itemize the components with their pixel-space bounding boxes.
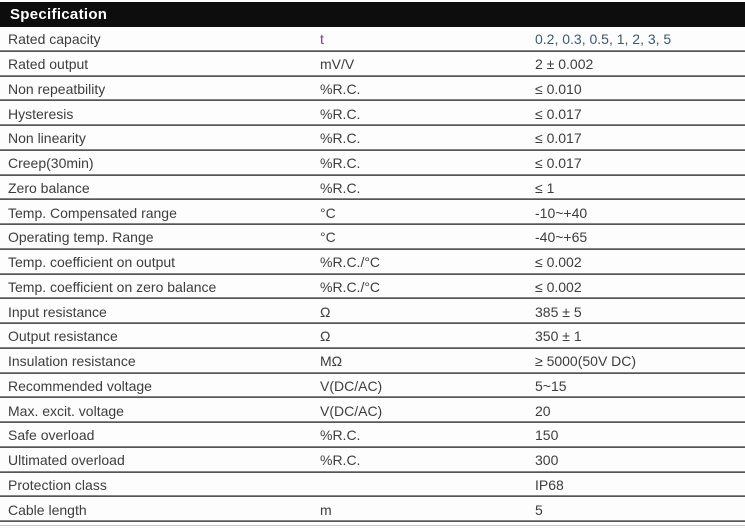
spec-parameter-label: Rated capacity (8, 31, 101, 48)
spec-value: ≤ 1 (535, 179, 555, 196)
spec-table-row (0, 324, 745, 349)
spec-parameter-label: Temp. coefficient on zero balance (8, 278, 217, 295)
spec-value: ≤ 0.017 (535, 130, 582, 147)
spec-parameter-label: Non linearity (8, 130, 86, 147)
spec-table-body (0, 27, 745, 522)
spec-parameter-label: Input resistance (8, 303, 107, 320)
spec-unit: %R.C./°C (320, 278, 381, 295)
spec-unit: V(DC/AC) (320, 377, 383, 394)
spec-value: 5 (535, 501, 543, 518)
spec-table-row (0, 473, 745, 498)
spec-value: ≥ 5000(50V DC) (535, 353, 637, 370)
spec-unit: °C (320, 229, 336, 246)
spec-table-row (0, 176, 745, 201)
spec-unit: %R.C. (320, 80, 361, 97)
spec-parameter-label: Operating temp. Range (8, 229, 154, 246)
spec-value: ≤ 0.010 (535, 80, 582, 97)
spec-table-row (0, 250, 745, 275)
spec-unit: Ω (320, 328, 331, 345)
page-title: Specification (10, 6, 108, 23)
spec-unit: %R.C. (320, 452, 361, 469)
spec-parameter-label: Zero balance (8, 179, 90, 196)
spec-table-row (0, 299, 745, 324)
spec-table-row (0, 52, 745, 77)
spec-value: 20 (535, 402, 551, 419)
spec-parameter-label: Insulation resistance (8, 353, 136, 370)
spec-unit: %R.C./°C (320, 254, 381, 271)
spec-unit: %R.C. (320, 155, 361, 172)
spec-table-row (0, 349, 745, 374)
spec-table-row (0, 225, 745, 250)
spec-value: 350 ± 1 (535, 328, 582, 345)
spec-table-row (0, 77, 745, 102)
spec-parameter-label: Non repeatbility (8, 80, 106, 97)
spec-unit: mV/V (320, 56, 355, 73)
spec-unit: %R.C. (320, 179, 361, 196)
spec-table-row (0, 497, 745, 522)
spec-value: 150 (535, 427, 559, 444)
spec-unit: Ω (320, 303, 331, 320)
spec-value: -10~+40 (535, 204, 588, 221)
spec-unit: m (320, 501, 332, 518)
section-header-bar (0, 2, 745, 27)
spec-value: IP68 (535, 476, 564, 493)
spec-parameter-label: Cable length (8, 501, 87, 518)
spec-table-row (0, 101, 745, 126)
spec-parameter-label: Temp. Compensated range (8, 204, 177, 221)
spec-parameter-label: Protection class (8, 476, 107, 493)
spec-parameter-label: Recommended voltage (8, 377, 152, 394)
spec-parameter-label: Temp. coefficient on output (8, 254, 176, 271)
spec-value: -40~+65 (535, 229, 588, 246)
spec-value: 0.2, 0.3, 0.5, 1, 2, 3, 5 (535, 31, 672, 48)
spec-table-row (0, 423, 745, 448)
spec-table-row (0, 448, 745, 473)
spec-table-row (0, 374, 745, 399)
spec-unit: MΩ (320, 353, 343, 370)
spec-value: 2 ± 0.002 (535, 56, 594, 73)
spec-value: 385 ± 5 (535, 303, 582, 320)
spec-parameter-label: Creep(30min) (8, 155, 94, 172)
spec-unit: t (320, 31, 324, 48)
spec-parameter-label: Output resistance (8, 328, 118, 345)
spec-parameter-label: Max. excit. voltage (8, 402, 124, 419)
spec-value: ≤ 0.017 (535, 105, 582, 122)
spec-parameter-label: Ultimated overload (8, 452, 125, 469)
spec-unit: °C (320, 204, 336, 221)
spec-unit: %R.C. (320, 427, 361, 444)
spec-table-row (0, 275, 745, 300)
spec-value: 5~15 (535, 377, 567, 394)
bottom-edge-line (0, 525, 745, 526)
spec-unit: V(DC/AC) (320, 402, 383, 419)
spec-table-row (0, 200, 745, 225)
spec-table-row (0, 151, 745, 176)
spec-parameter-label: Rated output (8, 56, 89, 73)
spec-unit: %R.C. (320, 130, 361, 147)
spec-table-row (0, 126, 745, 151)
spec-parameter-label: Hysteresis (8, 105, 74, 122)
spec-value: ≤ 0.017 (535, 155, 582, 172)
spec-value: 300 (535, 452, 559, 469)
spec-unit: %R.C. (320, 105, 361, 122)
spec-parameter-label: Safe overload (8, 427, 95, 444)
spec-value: ≤ 0.002 (535, 254, 582, 271)
spec-table-row (0, 398, 745, 423)
spec-value: ≤ 0.002 (535, 278, 582, 295)
spec-table-row (0, 27, 745, 52)
